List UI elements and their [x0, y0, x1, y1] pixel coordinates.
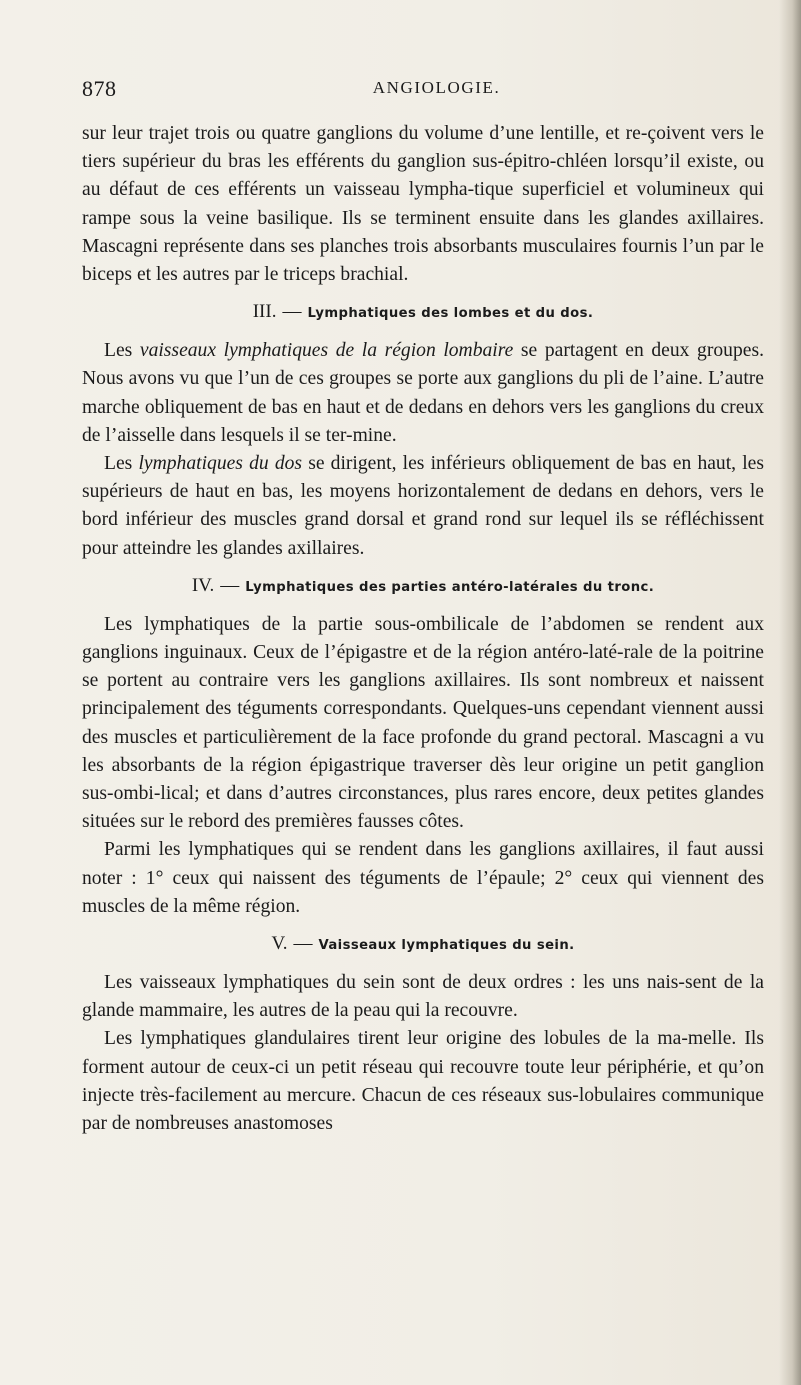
section-heading-v: [82, 931, 764, 959]
section-dash: —: [293, 933, 313, 955]
paragraph: Les lymphatiques glandulaires tirent leur origine des lobules de la ma-melle. Ils forment autour de ceux-ci un petit réseau qui recouvre toute leur périphérie, et qu’on injecte très-facilement au mercure. Chacun de ces réseaux sus-lobulaires communique par de nombreuses anastomoses: [82, 1028, 764, 1135]
section-title: Lymphatiques des lombes et du dos.: [307, 306, 594, 322]
section-number: IV.: [191, 574, 215, 596]
page-edge-shadow: [779, 0, 801, 1385]
paragraph: [82, 450, 764, 563]
running-head: ANGIOLOGIE.: [372, 78, 501, 97]
page-body: [82, 120, 764, 1138]
paragraph-text: se partagent en deux groupes. Nous avons vu que l’un de ces groupes se porte aux ganglions du pli de l’aine. L’autre marche obliquement de bas en haut et de dedans en dehors vers les ganglions du creux de l’aisselle dans lesquels il se ter-mine.: [82, 340, 764, 446]
page-header: [82, 76, 751, 106]
section-number: III.: [252, 301, 277, 323]
section-title: Lymphatiques des parties antéro-latérales du tronc.: [245, 579, 655, 595]
section-heading-iv: [82, 573, 764, 601]
italic-term: lymphatiques du dos: [138, 453, 303, 475]
section-number: V.: [271, 933, 288, 955]
section-dash: —: [282, 301, 302, 323]
paragraph: [82, 337, 764, 450]
paragraph-text: se dirigent, les inférieurs obliquement de bas en haut, les supérieurs de haut en bas, les moyens horizontalement de dedans en dehors, vers le bord inférieur des muscles grand dorsal et grand rond sur lequel ils se réfléchissent pour atteindre les glandes axillaires.: [82, 453, 764, 559]
section-dash: —: [220, 574, 240, 596]
page-number: 878: [82, 76, 117, 101]
paragraph: Parmi les lymphatiques qui se rendent dans les ganglions axillaires, il faut aussi noter : 1° ceux qui naissent des téguments de l’épaule; 2° ceux qui viennent des muscles de la même région.: [82, 839, 764, 917]
section-title: Vaisseaux lymphatiques du sein.: [318, 938, 575, 954]
paragraph: Les vaisseaux lymphatiques du sein sont de deux ordres : les uns nais-sent de la glande mammaire, les autres de la peau qui la recouvre.: [82, 972, 764, 1022]
section-heading-iii: [82, 299, 764, 327]
paragraph-continued: sur leur trajet trois ou quatre ganglions du volume d’une lentille, et re-çoivent vers le tiers supérieur du bras les efférents du ganglion sus-épitro-chléen lorsqu’il existe, ou au défaut de ces efférents un vaisseau lympha-tique superficiel et volumineux qui rampe sous la veine basilique. Ils se terminent ensuite dans les glandes axillaires. Mascagni représente dans ses planches trois absorbants musculaires fournis l’un par le biceps et les autres par le triceps brachial.: [82, 123, 764, 286]
paragraph-text: Les: [104, 453, 139, 475]
paragraph-text: Les: [104, 340, 140, 362]
italic-term: vaisseaux lymphatiques de la région lombaire: [139, 340, 514, 362]
paragraph: Les lymphatiques de la partie sous-ombilicale de l’abdomen se rendent aux ganglions inguinaux. Ceux de l’épigastre et de la région antéro-laté-rale de la poitrine se portent au contraire vers les ganglions axillaires. Ils sont nombreux et naissent principalement des téguments correspondants. Quelques-uns cependant viennent aussi des muscles et particulièrement de la face profonde du grand pectoral. Mascagni a vu les absorbants de la région épigastrique traverser dès leur origine un petit ganglion sus-ombi-lical; et dans d’autres circonstances, plus rares encore, deux petites glandes situées sur le rebord des premières fausses côtes.: [82, 613, 764, 833]
